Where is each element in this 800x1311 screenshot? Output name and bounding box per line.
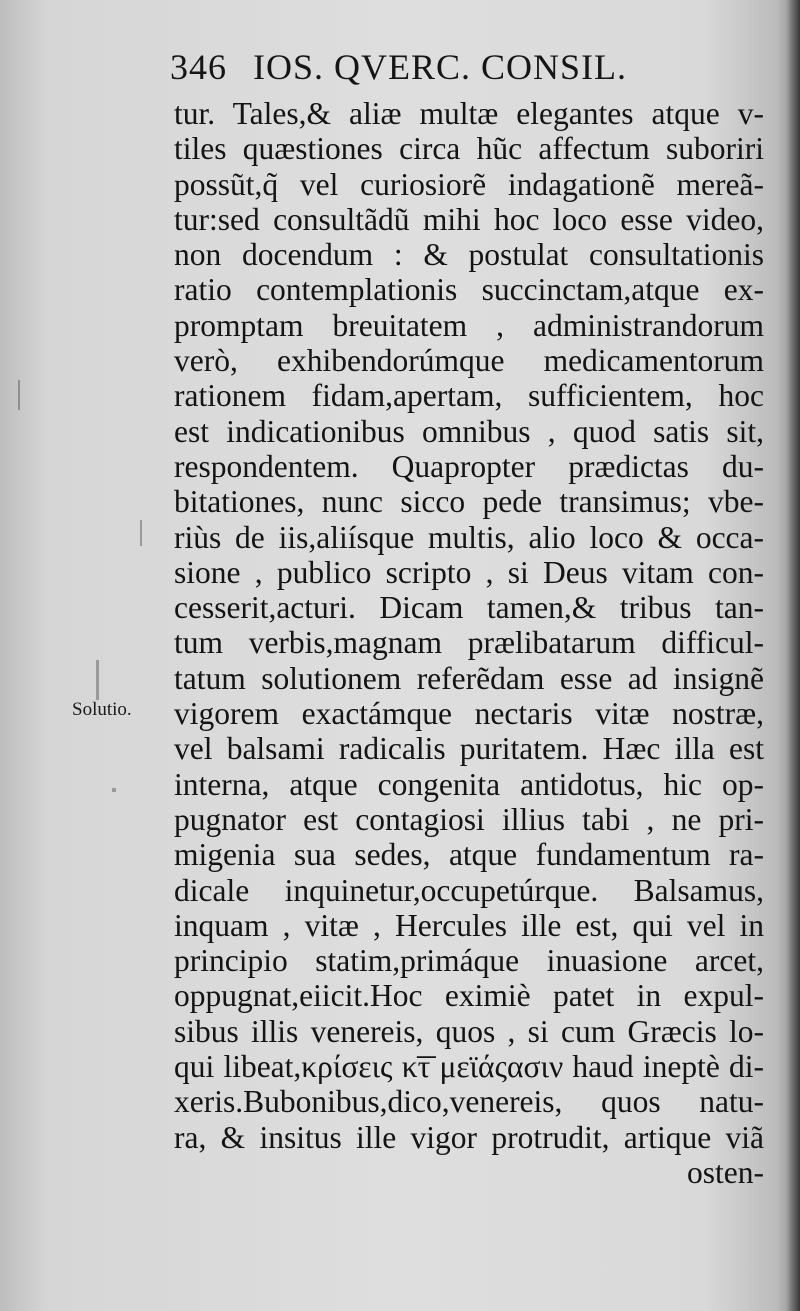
text-line: tur. Tales,& aliæ multæ elegantes atque v- (174, 96, 764, 131)
body-text (174, 96, 764, 1190)
running-head-title: IOS. QVERC. CONSIL. (253, 47, 628, 87)
text-line: promptam breuitatem , administrandorum (174, 307, 764, 343)
bleed-through-mark (112, 788, 116, 792)
text-line: qui libeat,κρίσεις κ͞τ μεϊάςασιν haud ineptè di- (174, 1049, 764, 1085)
bleed-through-mark (96, 660, 99, 700)
text-line: rationem fidam,apertam, sufficientem, hoc (174, 378, 764, 414)
text-line: riùs de iis,aliísque multis, alio loco & occa- (174, 519, 764, 555)
catchword: osten- (687, 1154, 764, 1190)
text-line: vigorem exactámque nectaris vitæ nostræ, (174, 696, 764, 732)
text-line: pugnator est contagiosi illius tabi , ne pri- (174, 801, 764, 837)
text-line: vel balsami radicalis puritatem. Hæc illa est (174, 731, 764, 767)
text-line: tiles quæstiones circa hũc affectum suboriri (174, 131, 764, 167)
text-line: non docendum : & postulat consultationis (174, 237, 764, 273)
page-number: 346 (170, 47, 227, 87)
text-line: verò, exhibendorúmque medicamentorum (174, 343, 764, 379)
text-line: migenia sua sedes, atque fundamentum ra- (174, 837, 764, 873)
bleed-through-mark (18, 380, 20, 410)
text-line: oppugnat,eiicit.Hoc eximiè patet in expul- (174, 978, 764, 1014)
text-line: cesserit,acturi. Dicam tamen,& tribus tan- (174, 590, 764, 626)
text-line: tur:sed consultãdũ mihi hoc loco esse video, (174, 201, 764, 237)
running-head (170, 46, 750, 88)
text-line: possũt,q̃ vel curiosiorẽ indagationẽ mereã- (174, 166, 764, 202)
text-line: interna, atque congenita antidotus, hic op- (174, 766, 764, 802)
marginal-note: Solutio. (72, 699, 132, 720)
text-line: bitationes, nunc sicco pede transimus; vbe- (174, 484, 764, 520)
text-line: respondentem. Quapropter prædictas du- (174, 448, 764, 484)
text-line: est indicationibus omnibus , quod satis sit, (174, 413, 764, 449)
text-line: inquam , vitæ , Hercules ille est, qui vel in (174, 907, 764, 943)
text-line: tatum solutionem referẽdam esse ad insignẽ (174, 660, 764, 696)
text-line: ratio contemplationis succinctam,atque ex- (174, 272, 764, 308)
text-line: sibus illis venereis, quos , si cum Græcis lo- (174, 1013, 764, 1049)
text-line: tum verbis,magnam prælibatarum difficul- (174, 625, 764, 661)
bleed-through-mark (140, 520, 142, 546)
text-line: sione , publico scripto , si Deus vitam con- (174, 554, 764, 590)
text-line: xeris.Bubonibus,dico,venereis, quos natu- (174, 1084, 764, 1120)
page-gutter-shadow (786, 0, 800, 1311)
text-line: ra, & insitus ille vigor protrudit, artique viã (174, 1119, 764, 1155)
text-line: dicale inquinetur,occupetúrque. Balsamus, (174, 872, 764, 908)
text-line: principio statim,primáque inuasione arcet, (174, 943, 764, 979)
